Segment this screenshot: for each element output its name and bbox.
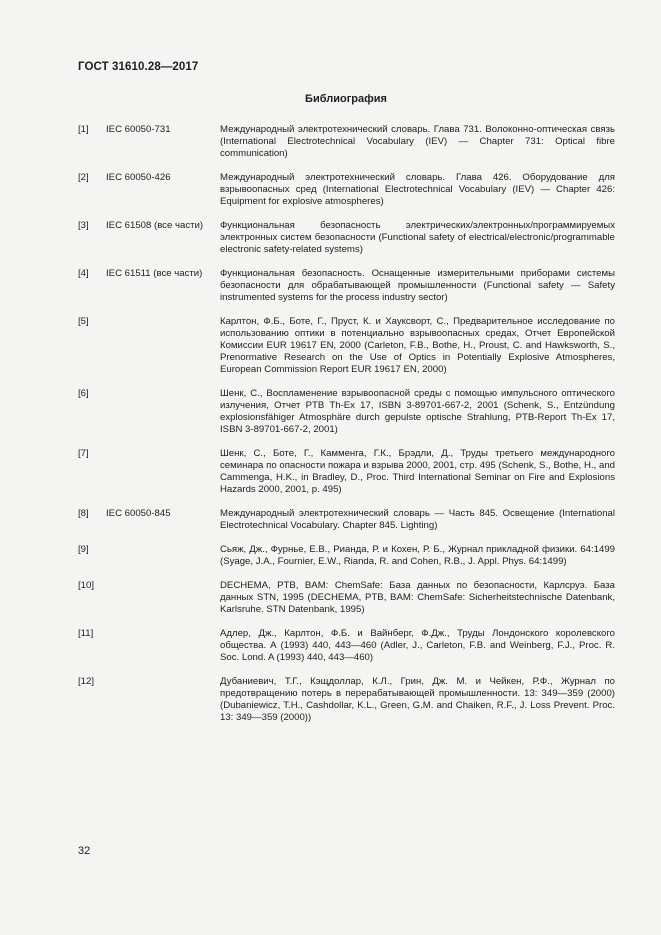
bibliography-entry: [78, 388, 615, 436]
entry-number: [6]: [78, 388, 89, 399]
bibliography-entry: [78, 124, 615, 160]
entry-number: [5]: [78, 316, 89, 327]
page-title: Библиография: [305, 93, 387, 105]
entry-code: IEC 60050-845: [106, 508, 171, 519]
document-header: ГОСТ 31610.28—2017: [78, 61, 199, 73]
entry-text: Функциональная безопасность электрических/электронных/программируемых электронных систем безопасности (Functional safety of electrical/electronic/programmable electronic safety-related systems): [220, 220, 615, 255]
entry-code: IEC 60050-731: [106, 124, 171, 135]
entry-text: Международный электротехнический словарь. Глава 731. Волоконно-оптическая связь (International Electrotechnical Vocabulary (IEV) — Chapter 731: Optical fibre communication): [220, 124, 615, 159]
bibliography-entry: [78, 580, 615, 616]
entry-text: Международный электротехнический словарь. Глава 426. Оборудование для взрывоопасных сред (International Electrotechnical Vocabulary (IEV) — Chapter 426: Equipment for explosive atmospheres): [220, 172, 615, 207]
entry-number: [3]: [78, 220, 89, 231]
entry-number: [12]: [78, 676, 95, 687]
entry-number: [8]: [78, 508, 89, 519]
entry-text: Шенк, С., Боте, Г., Камменга, Г.К., Брэдли, Д., Труды третьего международного семинара по опасности пожара и взрыва 2000, 2001, стр. 495 (Schenk, S., Bothe, H., and Cammenga, H.K., in Bradley, D., Proc. Third International Seminar on Fire and Explosions Hazards 2000, 2001, p. 495): [220, 448, 615, 495]
entry-code: [106, 628, 220, 664]
entry-code: [106, 676, 220, 724]
entry-code: IEC 60050-426: [106, 172, 171, 183]
entry-number: [1]: [78, 124, 89, 135]
bibliography-entry: [78, 544, 615, 568]
entry-code: [106, 388, 220, 436]
entry-code: IEC 61508 (все части): [106, 220, 204, 231]
entry-number: [10]: [78, 580, 95, 591]
bibliography-entry: [78, 628, 615, 664]
page-number: 32: [78, 845, 91, 857]
bibliography-entry: [78, 172, 615, 208]
bibliography-entry: [78, 268, 615, 304]
entry-code: [106, 448, 220, 496]
bibliography-entry: [78, 508, 615, 532]
entry-text: Шенк, С., Воспламенение взрывоопасной среды с помощью импульсного оптического излучения, Отчет PTB Th-Ex 17, ISBN 3-89701-667-2, 2001 (Schenk, S., Entzündung explosionsfähiger Atmosphäre durch gepulste optische Strahlung, PTB-Report Th-Ex 17, ISBN 3-89701-667-2, 2001): [220, 388, 615, 435]
bibliography-list: [78, 124, 615, 736]
entry-number: [9]: [78, 544, 89, 555]
entry-code: [106, 580, 220, 616]
entry-number: [4]: [78, 268, 89, 279]
entry-text: Карлтон, Ф.Б., Боте, Г., Пруст, К. и Хауксворт, С., Предварительное исследование по использованию оптики в потенциально взрывоопасных средах, Отчет Европейской Комиссии EUR 19617 EN, 2000 (Carleton, F.B., Bothe, H., Proust, C. and Hawksworth, S., Prenormative Research on the Use of Optics in Potentially Explosive Atmospheres, European Commission Report EUR 19617 EN, 2000): [220, 316, 615, 375]
entry-code: [106, 544, 220, 568]
entry-number: [2]: [78, 172, 89, 183]
entry-code: IEC 61511 (все части): [106, 268, 203, 279]
entry-text: Дубаниевич, Т.Г., Кэщдоллар, К.Л., Грин, Дж. М. и Чейкен, Р.Ф., Журнал по предотвращению потерь в перерабатывающей промышленности. 13: 349—359 (2000) (Dubaniewicz, T.H., Cashdollar, K.L., Green, G.M. and Chaiken, R.F., J. Loss Prevent. Proc. 13: 349—359 (2000)): [220, 676, 615, 723]
bibliography-entry: [78, 676, 615, 724]
bibliography-entry: [78, 220, 615, 256]
entry-number: [11]: [78, 628, 94, 639]
entry-code: [106, 316, 220, 376]
bibliography-entry: [78, 448, 615, 496]
entry-text: Международный электротехнический словарь — Часть 845. Освещение (International Electrotechnical Vocabulary. Chapter 845. Lighting): [220, 508, 615, 531]
entry-text: Сьяж, Дж., Фурнье, Е.В., Рианда, Р. и Кохен, Р. Б., Журнал прикладной физики. 64:1499 (Syage, J.A., Fournier, E.W., Rianda, R. and Cohen, R.B., J. Appl. Phys. 64:1499): [220, 544, 615, 567]
entry-text: DECHEMA, PTB, BAM: ChemSafe: База данных по безопасности, Карлсруэ. База данных STN, 1995 (DECHEMA, PTB, BAM: ChemSafe: Sicherheitstechnische Datenbank, Karlsruhe. STN Datenbank, 1995): [220, 580, 615, 615]
entry-number: [7]: [78, 448, 89, 459]
bibliography-entry: [78, 316, 615, 376]
entry-text: Функциональная безопасность. Оснащенные измерительными приборами системы безопасности для обрабатывающей промышленности (Functional safety — Safety instrumented systems for the process industry sector): [220, 268, 615, 303]
entry-text: Адлер, Дж., Карлтон, Ф.Б. и Вайнберг, Ф.Дж., Труды Лондонского королевского общества. А (1993) 440, 443—460 (Adler, J., Carleton, F.B. and Weinberg, F.J., Proc. R. Soc. Lond. A (1993) 440, 443—460): [220, 628, 615, 663]
